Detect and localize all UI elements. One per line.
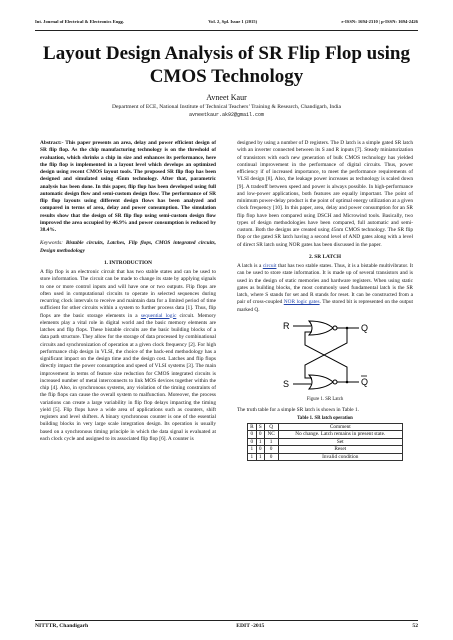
introduction-paragraph: [40, 269, 216, 443]
section-heading-introduction: 1. INTRODUCTION: [103, 259, 153, 266]
table-cell: 1: [256, 438, 264, 446]
paper-title: Layout Design Analysis of SR Flip Flop using CMOS Technology: [43, 43, 410, 87]
table-cell: 1: [264, 438, 278, 446]
latch-text-b: that has two stable states. Thus, it is a bistable multivibrator. It can be used to store state information. It is made up of several transistors and is used in the design of static memories and hardware registers. When using static gates as building blocks, the most commonly used fundamental latch is the SR latch, where S stands for set and R stands for reset. It can be constructed from a pair of cross-coupled: [237, 263, 413, 306]
input-r-label: R: [283, 320, 290, 331]
circuit-link[interactable]: circuit: [262, 263, 277, 269]
page-number: 52: [412, 623, 418, 629]
table-cell: 0: [248, 438, 257, 446]
table-row: [248, 453, 403, 461]
right-column: [237, 140, 413, 461]
nor-bubble-lower: [333, 380, 337, 384]
page-footer: [35, 623, 418, 629]
table-caption: Table 1. SR latch operation: [297, 416, 353, 422]
feedback-wire-q-to-lower: [305, 328, 347, 378]
introduction-continued: designed by using a number of D registers. The D latch is a simple gated SR latch with an inverter connected between its S and R inputs [7]. Steady miniaturization of transistors with each new generation of bulk CMOS technology has yielded continual improvement in the performance of digital circuits. Thus, power efficiency if of increased importance, to meet the performance requirements of VLSI design [8]. Also, the leakage power increases as technology is scaled down [9]. A tradeoff between speed and power is always possible. In high-performance and low-power applications, both features are equally important. The point of minimum power-delay product is the point of optimal energy utilization at a given clock frequency [10]. In this paper, area, delay and power consumption for an SR flip flop have been compared using DSCH and Microwind tools. Basically, two types of design methodologies have been compared, full automatic and semi-custom. Both the designs are created using 45nm CMOS technology. The SR flip flop or the gated SR latch having a second level of AND gates along with a level of direct SR latch using NOR gates has been discussed in the paper.: [237, 140, 413, 248]
col-header-r: R: [248, 423, 257, 431]
footer-edition: EDIT -2015: [236, 623, 265, 629]
table-cell: 0: [248, 431, 257, 439]
table-row: [248, 438, 403, 446]
footer-institution: NITTTR, Chandigarh: [35, 623, 89, 629]
output-q-label: Q: [361, 322, 369, 333]
col-header-s: S: [256, 423, 264, 431]
running-header: [35, 19, 418, 24]
table-row: [248, 431, 403, 439]
table-cell: 0: [264, 453, 278, 461]
input-s-label: S: [283, 378, 290, 389]
nor-gate-upper: [309, 321, 333, 335]
issn-info: e-ISSN: 1694-2310 | p-ISSN: 1694-2426: [341, 19, 418, 24]
table-cell: 0: [264, 446, 278, 454]
sr-latch-truth-table: [247, 423, 403, 462]
table-cell: 1: [248, 446, 257, 454]
sr-latch-diagram: [281, 317, 371, 393]
author-email: avneetkaur.ak92@gmail.com: [188, 112, 264, 118]
junction-qbar: [346, 380, 349, 383]
sr-latch-figure: [237, 317, 413, 395]
abstract: Abstract:- This paper presents an area, delay and power efficient design of SR flip flop. As the chip manufacturing technology is on the threshold of evaluation, which shrinks a chip in size and enhances its performance, here the flip flop is implemented in a layout level which develops an optimized design using recent CMOS layout tools. The proposed SR flip flop has been designed and simulated using 45nm technology. After that, parametric analysis has been done. In this paper, flip flop has been developed using full automatic design flow and semi-custom design flow. The performance of SR flip flop layouts using different design flows has been analyzed and compared in terms of area, delay and power consumption. The simulation results show that the design of SR flip flop using semi-custom design flow improved the area occupied by 46.9% and power consumption is reduced by 38.4%.: [40, 140, 216, 233]
intro-text-b: circuit. Memory elements play a vital role in digital world and the basic memory elements are latches and flip flops. These bistable circuits are the basic building blocks of a data path structure. They allow for the storage of data processed by combinational circuits and synchronization of operation at a given clock frequency [2]. For high performance chip design in VLSI, the choice of the back-end methodology has a significant impact on the design time and the design cost. Latches and flip flops directly impact the power consumption and speed of VLSI systems [3]. The main improvement in terms of feature size reduction for CMOS integrated circuits is increased number of metal interconnects to link MOS devices together within the chip [4]. Also, in synchronous systems, any violation of the timing constraints of the flip flops can cause the overall system to malfunction. Moreover, the process variations can create a large variability in flip flop delays impacting the timing yield [5]. Flip flops have a wide area of applications such as counters, shift registers and level shifters. A binary synchronous counter is one of the essential building blocks in very large scale integration design. Its operation is usually based on a synchronous timing principle in which the data signal is evaluated at each clock cycle and assigned to its associated flip flop [6]. A counter is: [40, 312, 217, 442]
keywords-text: Bistable circuits, Latches, Flip flops, CMOS integrated circuits, Design methodology: [40, 240, 216, 254]
col-header-q: Q: [264, 423, 278, 431]
volume-info: Vol. 2, Spl. Issue 1 (2015): [208, 19, 258, 24]
junction-q: [346, 326, 349, 329]
table-cell: 0: [256, 431, 264, 439]
table-intro: The truth table for a simple SR latch is shown in Table 1.: [237, 407, 359, 413]
table-header-row: [248, 423, 403, 431]
footer-rule: [35, 620, 418, 621]
journal-name: Int. Journal of Electrical & Electronics Engg.: [35, 19, 124, 24]
latch-text-c: . The stored bit is represented on the output marked Q.: [237, 299, 414, 313]
sequential-logic-link[interactable]: sequential logic: [140, 312, 177, 319]
latch-text-a: A latch is a: [237, 263, 262, 269]
table-cell: 1: [256, 453, 264, 461]
table-cell: NC: [264, 431, 278, 439]
table-row: [248, 446, 403, 454]
section-heading-sr-latch: 2. SR LATCH: [308, 253, 342, 260]
header-rule: [35, 30, 418, 31]
intro-text-a: A flip flop is an electronic circuit that has two stable states and can be used to store information. The circuit can be made to change its state by applying signals to one or more control inputs and will have one or two outputs. Flip flops are often used in computational circuits to operate in selected sequences during recurring clock intervals to receive and maintain data for a limited period of time sufficient for other circuits within a system to further process data [1]. Thus, flip flops are the basic storage elements in a: [40, 269, 216, 319]
table-cell: No change. Latch remains in present state.: [278, 431, 402, 439]
left-column: [40, 140, 216, 443]
keywords: [40, 240, 216, 255]
feedback-wire-qbar-to-upper: [305, 332, 347, 382]
col-header-comment: Comment: [278, 423, 402, 431]
keywords-label: Keywords:: [40, 240, 63, 247]
table-cell: 0: [256, 446, 264, 454]
author-affiliation: Department of ECE, National Institute of Technical Teachers’ Training & Research, Chandigarh, India: [112, 104, 341, 110]
figure-caption: Figure 1. SR Latch: [306, 396, 344, 402]
table-cell: 1: [248, 453, 257, 461]
output-qbar-label: Q: [361, 376, 369, 387]
table-cell: Invalid condition: [278, 453, 402, 461]
table-cell: Reset: [278, 446, 402, 454]
author-name: Avneet Kaur: [206, 93, 247, 102]
nor-logic-gates-link[interactable]: NOR logic gates: [283, 299, 320, 306]
sr-latch-paragraph: [237, 263, 413, 314]
table-cell: Set: [278, 438, 402, 446]
nor-gate-lower: [309, 375, 333, 389]
nor-bubble-upper: [333, 326, 337, 330]
